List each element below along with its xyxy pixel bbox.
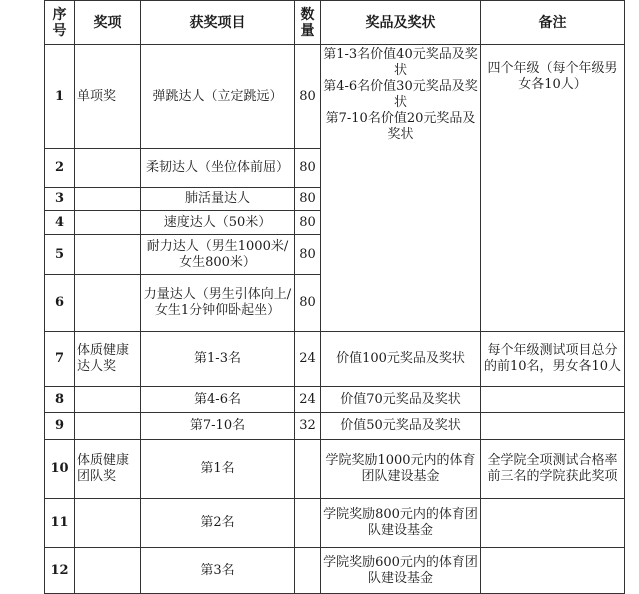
header-note: 备注 bbox=[481, 1, 625, 45]
row-award-item: 第1名 bbox=[141, 440, 295, 499]
row-quantity: 80 bbox=[295, 188, 321, 211]
row-award-item: 速度达人（50米） bbox=[141, 211, 295, 235]
row-award-item: 耐力达人（男生1000米/女生800米） bbox=[141, 235, 295, 275]
row-seq: 12 bbox=[45, 548, 75, 594]
row-award-type bbox=[75, 413, 141, 440]
row-prize: 学院奖励800元内的体育团队建设基金 bbox=[321, 499, 481, 548]
row-award-type bbox=[75, 387, 141, 413]
single-award-prize-line: 第1-3名价值40元奖品及奖状 bbox=[323, 47, 478, 78]
row-seq: 11 bbox=[45, 499, 75, 548]
header-seq: 序号 bbox=[45, 1, 75, 45]
table-row bbox=[45, 413, 625, 440]
header-prize: 奖品及奖状 bbox=[321, 1, 481, 45]
row-award-type bbox=[75, 211, 141, 235]
row-seq: 9 bbox=[45, 413, 75, 440]
row-quantity: 32 bbox=[295, 413, 321, 440]
row-award-type bbox=[75, 499, 141, 548]
row-quantity: 80 bbox=[295, 211, 321, 235]
row-award-item: 柔韧达人（坐位体前屈） bbox=[141, 149, 295, 188]
row-seq: 8 bbox=[45, 387, 75, 413]
row-award-item: 第7-10名 bbox=[141, 413, 295, 440]
row-award-item: 第3名 bbox=[141, 548, 295, 594]
header-quantity: 数量 bbox=[295, 1, 321, 45]
row-award-type bbox=[75, 548, 141, 594]
table-row bbox=[45, 387, 625, 413]
row-prize: 价值70元奖品及奖状 bbox=[321, 387, 481, 413]
row-quantity bbox=[295, 499, 321, 548]
row-seq: 10 bbox=[45, 440, 75, 499]
row-award-type bbox=[75, 188, 141, 211]
single-award-prize bbox=[321, 45, 481, 332]
row-award-item: 第2名 bbox=[141, 499, 295, 548]
single-award-prize-line: 第7-10名价值20元奖品及奖状 bbox=[325, 111, 476, 142]
row-seq: 2 bbox=[45, 149, 75, 188]
header-award-item: 获奖项目 bbox=[141, 1, 295, 45]
row-prize: 价值100元奖品及奖状 bbox=[321, 332, 481, 387]
row-seq: 5 bbox=[45, 235, 75, 275]
row-quantity: 24 bbox=[295, 332, 321, 387]
table-row bbox=[45, 45, 625, 149]
row-award-item: 力量达人（男生引体向上/女生1分钟仰卧起坐） bbox=[141, 275, 295, 332]
row-award-type bbox=[75, 149, 141, 188]
row-award-type: 单项奖 bbox=[75, 45, 141, 149]
table-row bbox=[45, 548, 625, 594]
row-note bbox=[481, 499, 625, 548]
row-prize: 学院奖励600元内的体育团队建设基金 bbox=[321, 548, 481, 594]
row-note: 全学院全项测试合格率前三名的学院获此奖项 bbox=[481, 440, 625, 499]
row-seq: 1 bbox=[45, 45, 75, 149]
row-note: 每个年级测试项目总分的前10名，男女各10人 bbox=[481, 332, 625, 387]
row-quantity: 24 bbox=[295, 387, 321, 413]
row-prize: 价值50元奖品及奖状 bbox=[321, 413, 481, 440]
header-row bbox=[45, 1, 625, 45]
header-award-type: 奖项 bbox=[75, 1, 141, 45]
row-award-type: 体质健康团队奖 bbox=[75, 440, 141, 499]
row-note bbox=[481, 387, 625, 413]
table-row bbox=[45, 499, 625, 548]
row-seq: 3 bbox=[45, 188, 75, 211]
row-quantity: 80 bbox=[295, 149, 321, 188]
row-award-type bbox=[75, 275, 141, 332]
row-quantity: 80 bbox=[295, 45, 321, 149]
row-seq: 7 bbox=[45, 332, 75, 387]
table-row bbox=[45, 332, 625, 387]
row-note bbox=[481, 548, 625, 594]
row-quantity bbox=[295, 548, 321, 594]
row-quantity bbox=[295, 440, 321, 499]
row-award-item: 第4-6名 bbox=[141, 387, 295, 413]
row-award-type bbox=[75, 235, 141, 275]
row-award-item: 肺活量达人 bbox=[141, 188, 295, 211]
row-seq: 4 bbox=[45, 211, 75, 235]
row-seq: 6 bbox=[45, 275, 75, 332]
single-award-prize-line: 第4-6名价值30元奖品及奖状 bbox=[323, 79, 478, 110]
row-prize: 学院奖励1000元内的体育团队建设基金 bbox=[321, 440, 481, 499]
row-award-item: 弹跳达人（立定跳远） bbox=[141, 45, 295, 149]
table-row bbox=[45, 440, 625, 499]
row-quantity: 80 bbox=[295, 275, 321, 332]
single-award-note: 四个年级（每个年级男女各10人） bbox=[481, 45, 625, 332]
awards-table bbox=[44, 0, 625, 594]
row-award-type: 体质健康达人奖 bbox=[75, 332, 141, 387]
row-note bbox=[481, 413, 625, 440]
row-quantity: 80 bbox=[295, 235, 321, 275]
row-award-item: 第1-3名 bbox=[141, 332, 295, 387]
